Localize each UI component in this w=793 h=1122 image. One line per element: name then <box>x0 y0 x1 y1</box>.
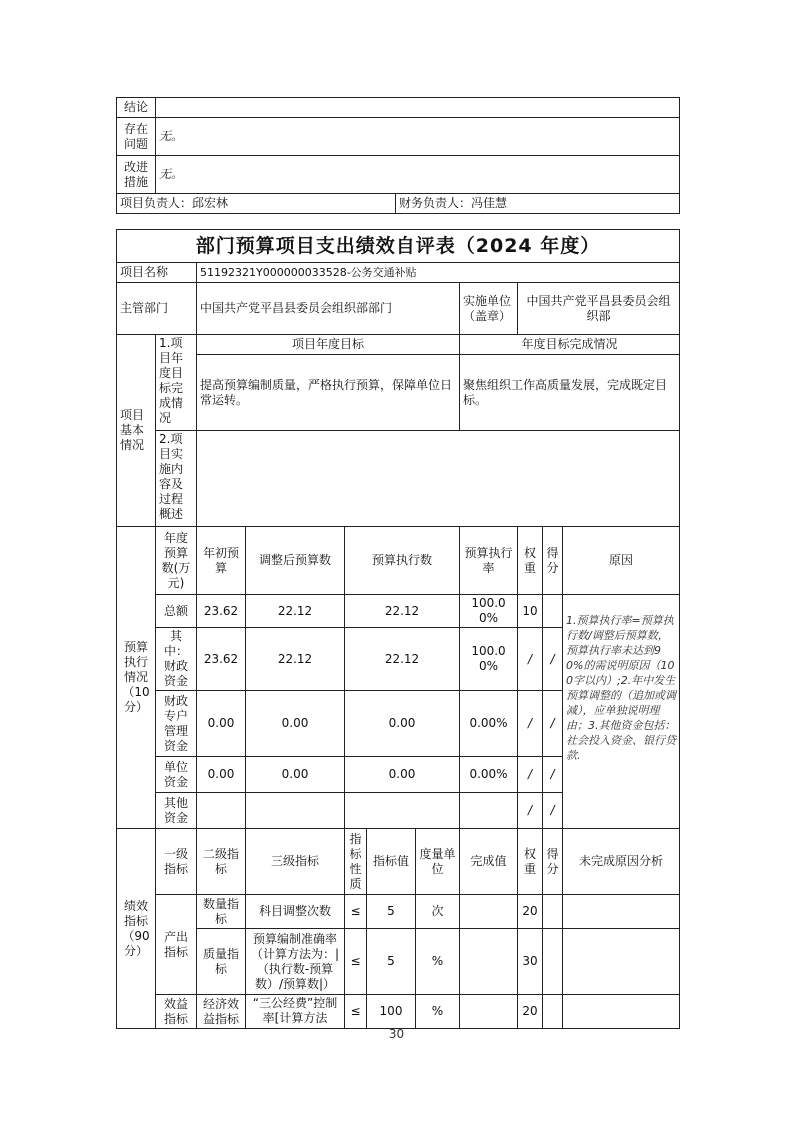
ind-level3: 科目调整次数 <box>246 895 345 929</box>
impl-text <box>197 431 680 527</box>
ind-level3: 预算编制准确率（计算方法为：|（执行数-预算数）/预算数|） <box>246 929 345 995</box>
finance-lead: 财务负责人：冯佳慧 <box>396 194 680 214</box>
budget-weight: / <box>518 757 543 793</box>
budget-score: / <box>543 628 563 691</box>
basic-info-label: 项目基本情况 <box>117 335 156 527</box>
budget-weight: 10 <box>518 595 543 628</box>
budget-initial: 23.62 <box>197 628 246 691</box>
budget-initial: 23.62 <box>197 595 246 628</box>
budget-executed: 0.00 <box>345 757 460 793</box>
completion-header: 年度目标完成情况 <box>460 335 680 355</box>
indicators-section-label: 绩效指标（90分） <box>117 829 156 1029</box>
budget-reason-note: 1.预算执行率=预算执行数/调整后预算数，预算执行率未达到90%的需说明原因（100字以内）;2.年中发生预算调整的（追加或调减），应单独说明理由；3.其他资金包括：社会投入资金、银行贷款. <box>563 595 680 829</box>
budget-adjusted: 22.12 <box>246 628 345 691</box>
ind-score <box>543 929 563 995</box>
project-name-label: 项目名称 <box>117 263 197 283</box>
budget-rate: 0.00% <box>460 691 518 757</box>
budget-rate: 100.00% <box>460 628 518 691</box>
budget-initial: 0.00 <box>197 757 246 793</box>
budget-score: / <box>543 757 563 793</box>
improvements-value: 无。 <box>156 156 680 194</box>
indicator-row <box>117 929 680 995</box>
form-title: 部门预算项目支出绩效自评表（2024 年度） <box>117 230 680 263</box>
dept-value: 中国共产党平昌县委员会组织部部门 <box>197 283 460 335</box>
ind-header-nature: 指标性质 <box>345 829 367 895</box>
ind-value: 5 <box>367 895 416 929</box>
ind-header-score: 得分 <box>543 829 563 895</box>
ind-header-level3: 三级指标 <box>246 829 345 895</box>
budget-header-rate: 预算执行率 <box>460 527 518 595</box>
goal-text: 提高预算编制质量，严格执行预算，保障单位日常运转。 <box>197 355 460 431</box>
goal-label: 1.项目年度目标完成情况 <box>156 335 197 431</box>
budget-header-executed: 预算执行数 <box>345 527 460 595</box>
ind-level2: 质量指标 <box>197 929 246 995</box>
impl-label: 2.项目实施内容及过程概述 <box>156 431 197 527</box>
budget-header-score: 得分 <box>543 527 563 595</box>
improvements-label: 改进措施 <box>117 156 156 194</box>
budget-rate <box>460 793 518 829</box>
budget-rate: 0.00% <box>460 757 518 793</box>
budget-header-year: 年度预算数(万元) <box>156 527 197 595</box>
ind-header-actual: 完成值 <box>460 829 518 895</box>
ind-actual <box>460 895 518 929</box>
ind-header-unit: 度量单位 <box>416 829 460 895</box>
ind-level1: 产出指标 <box>156 895 197 995</box>
budget-executed: 22.12 <box>345 595 460 628</box>
budget-header-reason: 原因 <box>563 527 680 595</box>
ind-header-analysis: 未完成原因分析 <box>563 829 680 895</box>
summary-table <box>116 97 680 214</box>
dept-label: 主管部门 <box>117 283 197 335</box>
budget-score <box>543 595 563 628</box>
ind-header-level2: 二级指标 <box>197 829 246 895</box>
ind-header-value: 指标值 <box>367 829 416 895</box>
ind-unit: % <box>416 929 460 995</box>
budget-row-label: 总额 <box>156 595 197 628</box>
ind-nature: ≤ <box>345 995 367 1029</box>
ind-unit: % <box>416 995 460 1029</box>
ind-score <box>543 995 563 1029</box>
ind-actual <box>460 995 518 1029</box>
budget-initial <box>197 793 246 829</box>
page-number: 30 <box>388 1027 405 1041</box>
ind-nature: ≤ <box>345 895 367 929</box>
project-name-value: 51192321Y000000033528-公务交通补贴 <box>197 263 680 283</box>
ind-analysis <box>563 929 680 995</box>
ind-weight: 20 <box>518 895 543 929</box>
goal-header: 项目年度目标 <box>197 335 460 355</box>
ind-level3: “三公经费”控制率[计算方法 <box>246 995 345 1029</box>
ind-analysis <box>563 995 680 1029</box>
budget-header-weight: 权重 <box>518 527 543 595</box>
budget-row-label: 其中：财政资金 <box>156 628 197 691</box>
conclusion-label: 结论 <box>117 98 156 118</box>
problems-value: 无。 <box>156 118 680 156</box>
ind-actual <box>460 929 518 995</box>
budget-weight: / <box>518 691 543 757</box>
budget-weight: / <box>518 628 543 691</box>
ind-header-weight: 权重 <box>518 829 543 895</box>
ind-analysis <box>563 895 680 929</box>
indicator-row <box>117 995 680 1029</box>
budget-row <box>117 595 680 628</box>
budget-adjusted <box>246 793 345 829</box>
budget-weight: / <box>518 793 543 829</box>
budget-score: / <box>543 793 563 829</box>
ind-unit: 次 <box>416 895 460 929</box>
ind-value: 5 <box>367 929 416 995</box>
ind-level1: 效益指标 <box>156 995 197 1029</box>
budget-executed <box>345 793 460 829</box>
ind-level2: 经济效益指标 <box>197 995 246 1029</box>
conclusion-value <box>156 98 680 118</box>
ind-nature: ≤ <box>345 929 367 995</box>
impl-unit-value: 中国共产党平昌县委员会组织部 <box>518 283 680 335</box>
budget-header-initial: 年初预算 <box>197 527 246 595</box>
budget-row-label: 财政专户管理资金 <box>156 691 197 757</box>
budget-adjusted: 0.00 <box>246 757 345 793</box>
ind-weight: 20 <box>518 995 543 1029</box>
budget-adjusted: 0.00 <box>246 691 345 757</box>
budget-initial: 0.00 <box>197 691 246 757</box>
completion-text: 聚焦组织工作高质量发展，完成既定目标。 <box>460 355 680 431</box>
problems-label: 存在问题 <box>117 118 156 156</box>
ind-value: 100 <box>367 995 416 1029</box>
ind-level2: 数量指标 <box>197 895 246 929</box>
budget-adjusted: 22.12 <box>246 595 345 628</box>
ind-score <box>543 895 563 929</box>
budget-rate: 100.00% <box>460 595 518 628</box>
budget-header-adjusted: 调整后预算数 <box>246 527 345 595</box>
budget-section-label: 预算执行情况（10分） <box>117 527 156 829</box>
indicator-row <box>117 895 680 929</box>
impl-unit-label: 实施单位（盖章） <box>460 283 518 335</box>
budget-score: / <box>543 691 563 757</box>
budget-executed: 22.12 <box>345 628 460 691</box>
project-lead: 项目负责人：邱宏林 <box>117 194 396 214</box>
budget-row-label: 单位资金 <box>156 757 197 793</box>
budget-executed: 0.00 <box>345 691 460 757</box>
budget-row-label: 其他资金 <box>156 793 197 829</box>
evaluation-form <box>116 229 680 1029</box>
ind-weight: 30 <box>518 929 543 995</box>
ind-header-level1: 一级指标 <box>156 829 197 895</box>
